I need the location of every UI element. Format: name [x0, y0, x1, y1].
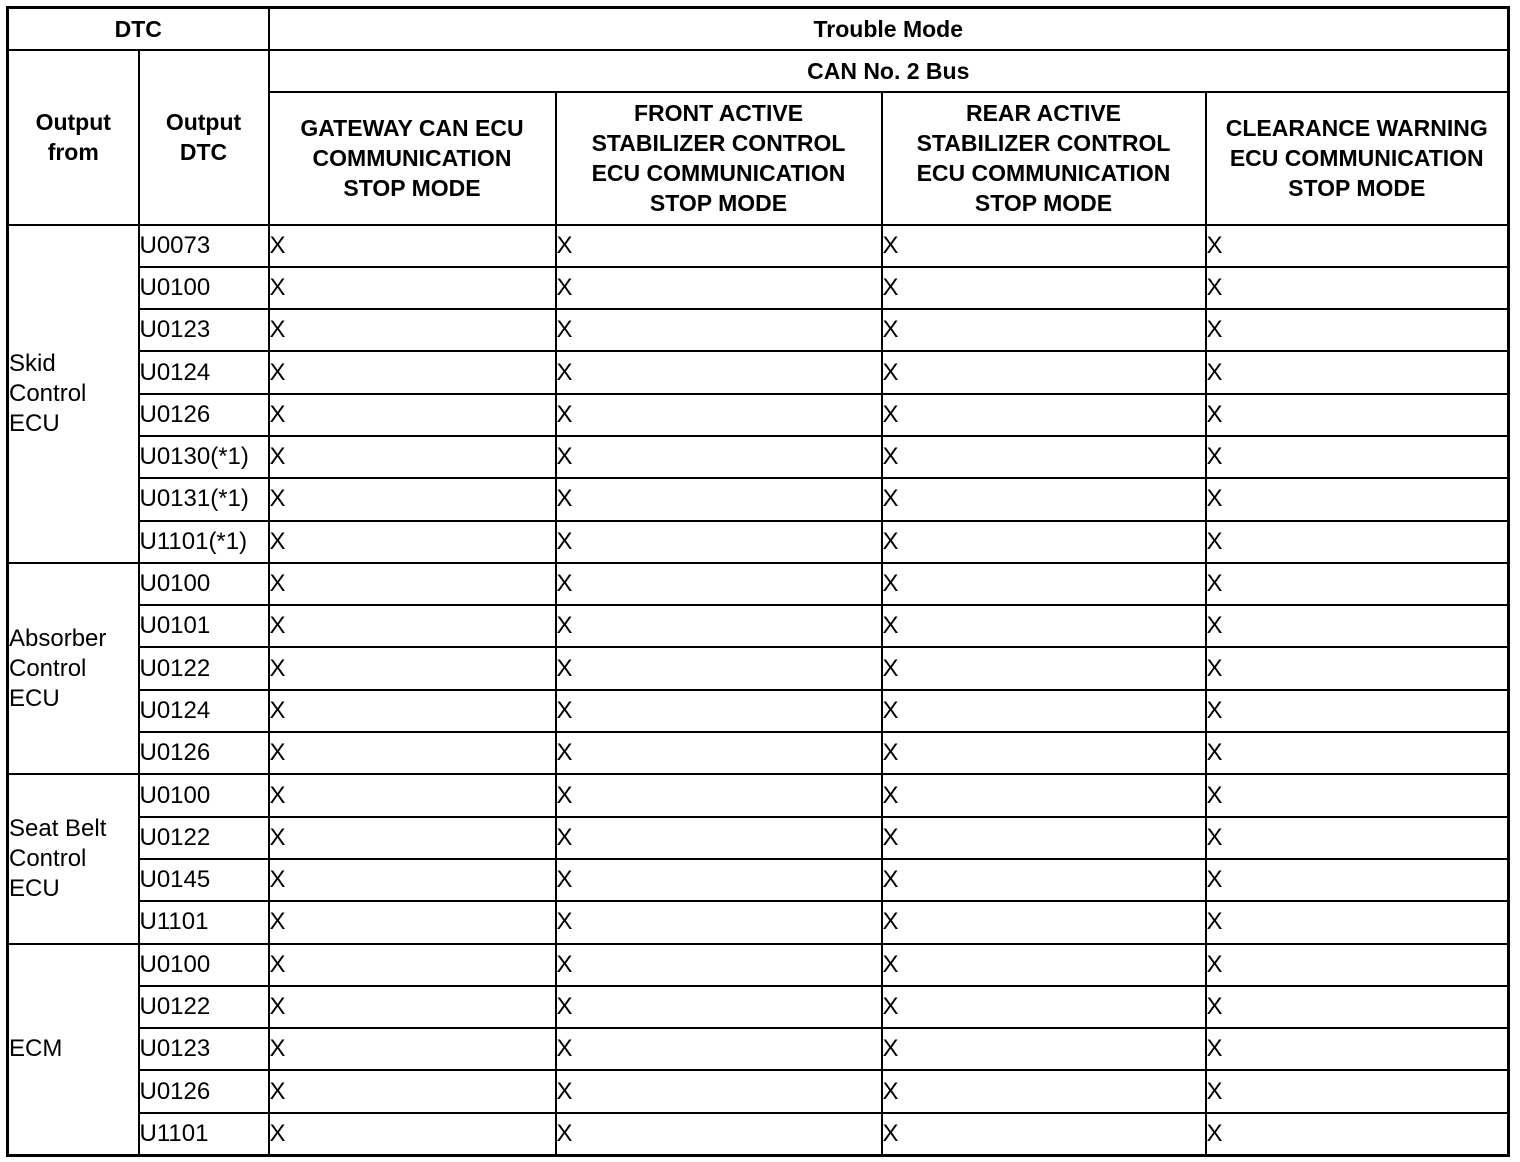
dtc-code-cell: U0073: [139, 225, 269, 267]
mode-mark-cell: X: [882, 901, 1206, 943]
mode-mark-cell: X: [1206, 521, 1509, 563]
mode-mark-cell: X: [882, 732, 1206, 774]
table-row: [8, 1028, 1509, 1070]
table-row: [8, 647, 1509, 689]
table-row: [8, 774, 1509, 816]
mode-mark-cell: X: [882, 1113, 1206, 1155]
output-from-cell: ECM: [8, 944, 139, 1155]
mode-mark-cell: X: [269, 817, 556, 859]
mode-mark-cell: X: [556, 774, 882, 816]
mode-mark-cell: X: [1206, 1070, 1509, 1112]
mode-mark-cell: X: [556, 859, 882, 901]
mode-mark-cell: X: [269, 563, 556, 605]
table-row: [8, 1070, 1509, 1112]
mode-mark-cell: X: [269, 986, 556, 1028]
mode-mark-cell: X: [269, 521, 556, 563]
mode-mark-cell: X: [556, 521, 882, 563]
mode-column-header: REAR ACTIVE STABILIZER CONTROL ECU COMMUNICATION STOP MODE: [882, 92, 1206, 225]
mode-column-header: GATEWAY CAN ECU COMMUNICATION STOP MODE: [269, 92, 556, 225]
mode-mark-cell: X: [882, 944, 1206, 986]
mode-mark-cell: X: [556, 351, 882, 393]
mode-mark-cell: X: [1206, 647, 1509, 689]
dtc-code-cell: U0126: [139, 732, 269, 774]
table-row: [8, 986, 1509, 1028]
mode-mark-cell: X: [556, 647, 882, 689]
mode-mark-cell: X: [556, 394, 882, 436]
dtc-code-cell: U0145: [139, 859, 269, 901]
mode-mark-cell: X: [1206, 563, 1509, 605]
mode-mark-cell: X: [269, 732, 556, 774]
table-row: [8, 690, 1509, 732]
dtc-code-cell: U0100: [139, 944, 269, 986]
mode-mark-cell: X: [556, 1028, 882, 1070]
mode-mark-cell: X: [1206, 267, 1509, 309]
mode-mark-cell: X: [882, 647, 1206, 689]
mode-mark-cell: X: [269, 774, 556, 816]
mode-mark-cell: X: [1206, 901, 1509, 943]
mode-mark-cell: X: [882, 1028, 1206, 1070]
mode-mark-cell: X: [882, 521, 1206, 563]
dtc-code-cell: U0100: [139, 774, 269, 816]
mode-mark-cell: X: [1206, 394, 1509, 436]
dtc-code-cell: U0122: [139, 986, 269, 1028]
dtc-code-cell: U0130(*1): [139, 436, 269, 478]
table-row: [8, 859, 1509, 901]
mode-mark-cell: X: [556, 944, 882, 986]
mode-mark-cell: X: [882, 351, 1206, 393]
mode-mark-cell: X: [269, 309, 556, 351]
mode-mark-cell: X: [556, 1070, 882, 1112]
mode-mark-cell: X: [556, 267, 882, 309]
output-from-cell: Absorber Control ECU: [8, 563, 139, 774]
mode-mark-cell: X: [269, 690, 556, 732]
output-dtc-header: Output DTC: [139, 50, 269, 225]
mode-mark-cell: X: [882, 859, 1206, 901]
dtc-header: DTC: [8, 8, 269, 50]
mode-mark-cell: X: [269, 901, 556, 943]
mode-mark-cell: X: [556, 309, 882, 351]
mode-column-header: FRONT ACTIVE STABILIZER CONTROL ECU COMMUNICATION STOP MODE: [556, 92, 882, 225]
table-row: [8, 901, 1509, 943]
mode-mark-cell: X: [269, 436, 556, 478]
mode-mark-cell: X: [1206, 944, 1509, 986]
mode-mark-cell: X: [1206, 1028, 1509, 1070]
mode-mark-cell: X: [882, 690, 1206, 732]
mode-mark-cell: X: [269, 859, 556, 901]
table-body: [8, 225, 1509, 1156]
mode-mark-cell: X: [269, 1113, 556, 1155]
mode-mark-cell: X: [269, 394, 556, 436]
can-bus-header: CAN No. 2 Bus: [269, 50, 1509, 92]
mode-mark-cell: X: [882, 817, 1206, 859]
table-row: [8, 563, 1509, 605]
mode-mark-cell: X: [269, 1028, 556, 1070]
mode-mark-cell: X: [556, 563, 882, 605]
dtc-code-cell: U0123: [139, 309, 269, 351]
mode-mark-cell: X: [882, 309, 1206, 351]
mode-mark-cell: X: [1206, 478, 1509, 520]
table-row: [8, 436, 1509, 478]
mode-mark-cell: X: [882, 394, 1206, 436]
mode-mark-cell: X: [882, 563, 1206, 605]
output-from-cell: Skid Control ECU: [8, 225, 139, 563]
mode-mark-cell: X: [556, 225, 882, 267]
table-header: [8, 8, 1509, 225]
mode-mark-cell: X: [269, 1070, 556, 1112]
table-row: [8, 225, 1509, 267]
trouble-mode-header: Trouble Mode: [269, 8, 1509, 50]
dtc-code-cell: U0100: [139, 563, 269, 605]
dtc-code-cell: U0126: [139, 394, 269, 436]
mode-mark-cell: X: [556, 690, 882, 732]
table-row: [8, 351, 1509, 393]
mode-mark-cell: X: [882, 436, 1206, 478]
mode-mark-cell: X: [556, 901, 882, 943]
mode-mark-cell: X: [269, 225, 556, 267]
mode-mark-cell: X: [556, 1113, 882, 1155]
mode-mark-cell: X: [882, 267, 1206, 309]
table-row: [8, 478, 1509, 520]
dtc-code-cell: U0122: [139, 817, 269, 859]
mode-mark-cell: X: [556, 732, 882, 774]
mode-mark-cell: X: [556, 986, 882, 1028]
mode-mark-cell: X: [556, 605, 882, 647]
table-row: [8, 944, 1509, 986]
table-row: [8, 732, 1509, 774]
mode-mark-cell: X: [1206, 1113, 1509, 1155]
table-row: [8, 267, 1509, 309]
table-row: [8, 309, 1509, 351]
dtc-code-cell: U0100: [139, 267, 269, 309]
table-row: [8, 817, 1509, 859]
dtc-code-cell: U0131(*1): [139, 478, 269, 520]
mode-mark-cell: X: [1206, 817, 1509, 859]
mode-mark-cell: X: [1206, 690, 1509, 732]
dtc-code-cell: U1101(*1): [139, 521, 269, 563]
mode-mark-cell: X: [882, 1070, 1206, 1112]
dtc-code-cell: U0124: [139, 690, 269, 732]
mode-mark-cell: X: [882, 605, 1206, 647]
table-row: [8, 1113, 1509, 1155]
mode-mark-cell: X: [1206, 605, 1509, 647]
dtc-code-cell: U1101: [139, 1113, 269, 1155]
table-row: [8, 605, 1509, 647]
table-row: [8, 521, 1509, 563]
dtc-code-cell: U0122: [139, 647, 269, 689]
mode-column-header: CLEARANCE WARNING ECU COMMUNICATION STOP MODE: [1206, 92, 1509, 225]
mode-mark-cell: X: [882, 986, 1206, 1028]
mode-mark-cell: X: [269, 267, 556, 309]
mode-mark-cell: X: [269, 605, 556, 647]
table-row: [8, 394, 1509, 436]
dtc-trouble-mode-table: [6, 6, 1510, 1157]
mode-mark-cell: X: [269, 478, 556, 520]
mode-mark-cell: X: [556, 817, 882, 859]
mode-mark-cell: X: [882, 225, 1206, 267]
output-from-header: Output from: [8, 50, 139, 225]
mode-mark-cell: X: [556, 478, 882, 520]
dtc-code-cell: U0101: [139, 605, 269, 647]
dtc-code-cell: U0124: [139, 351, 269, 393]
mode-mark-cell: X: [1206, 309, 1509, 351]
mode-mark-cell: X: [1206, 774, 1509, 816]
mode-mark-cell: X: [1206, 732, 1509, 774]
mode-mark-cell: X: [269, 944, 556, 986]
mode-mark-cell: X: [556, 436, 882, 478]
mode-mark-cell: X: [1206, 436, 1509, 478]
output-from-cell: Seat Belt Control ECU: [8, 774, 139, 943]
mode-mark-cell: X: [1206, 859, 1509, 901]
mode-mark-cell: X: [269, 647, 556, 689]
dtc-code-cell: U0123: [139, 1028, 269, 1070]
mode-mark-cell: X: [1206, 986, 1509, 1028]
dtc-code-cell: U0126: [139, 1070, 269, 1112]
mode-mark-cell: X: [269, 351, 556, 393]
mode-mark-cell: X: [882, 774, 1206, 816]
mode-mark-cell: X: [882, 478, 1206, 520]
dtc-code-cell: U1101: [139, 901, 269, 943]
mode-mark-cell: X: [1206, 351, 1509, 393]
mode-mark-cell: X: [1206, 225, 1509, 267]
